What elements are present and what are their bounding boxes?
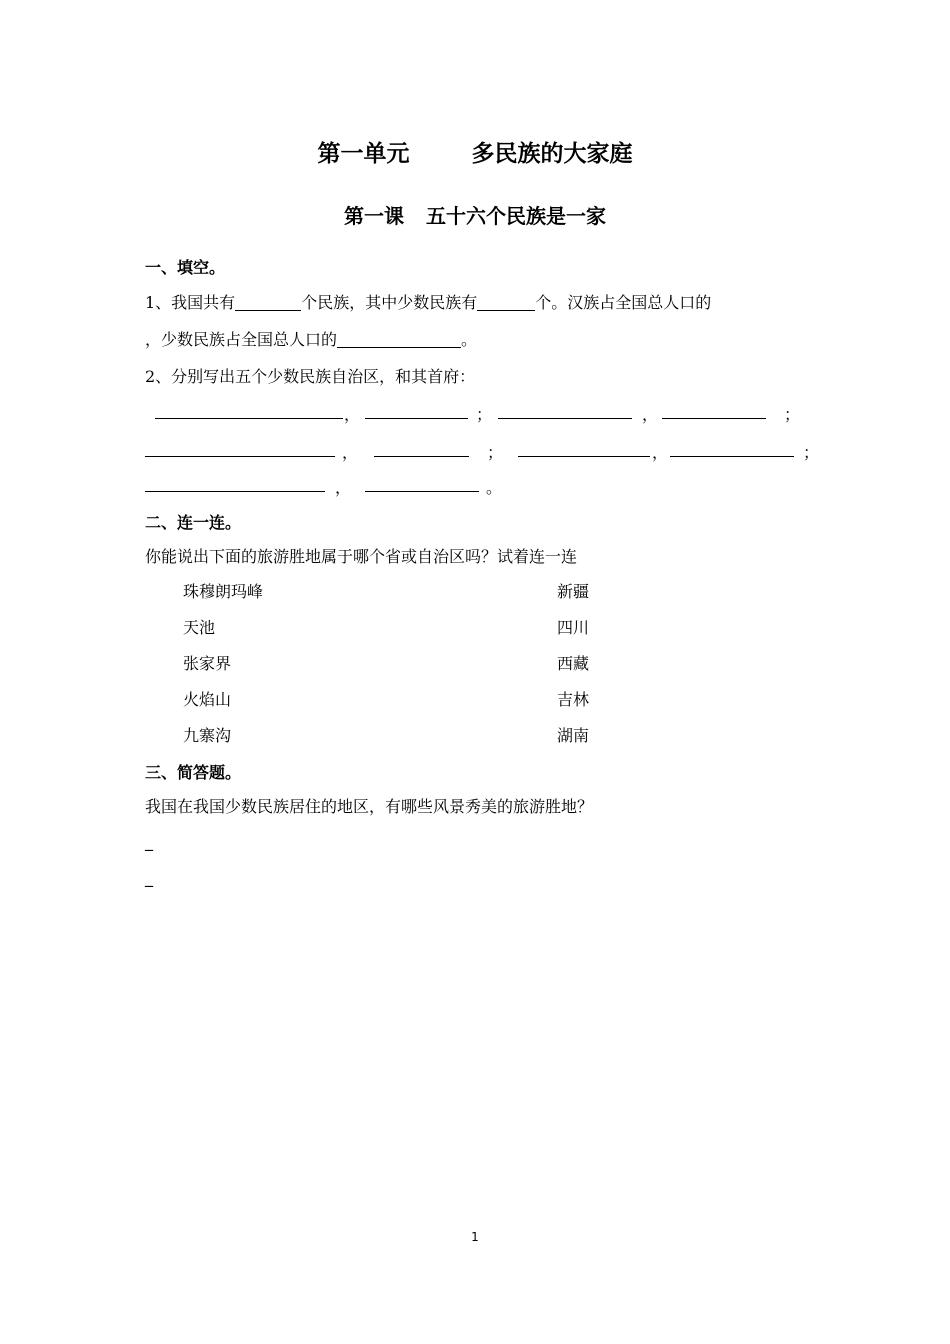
section-short-answer-title: 三、简答题。 xyxy=(145,763,242,782)
scenic-spot[interactable]: 张家界 xyxy=(183,654,232,673)
short-answer-question: 我国在我国少数民族居住的地区，有哪些风景秀美的旅游胜地？ xyxy=(145,797,594,816)
province[interactable]: 西藏 xyxy=(557,654,590,673)
q1-text-a: 1、我国共有 xyxy=(145,293,236,312)
scenic-spot[interactable]: 珠穆朗玛峰 xyxy=(183,582,264,601)
comma: ， xyxy=(344,405,361,424)
province[interactable]: 新疆 xyxy=(557,582,590,601)
section-matching-title: 二、连一连。 xyxy=(145,513,242,532)
lesson-title xyxy=(0,200,950,229)
scenic-spot[interactable]: 火焰山 xyxy=(183,690,232,709)
page-number: 1 xyxy=(471,1230,479,1244)
capital-blank-5[interactable] xyxy=(365,475,479,492)
unit-title xyxy=(0,135,950,168)
semicolon: ； xyxy=(784,405,801,424)
lesson-theme: 五十六个民族是一家 xyxy=(426,204,606,228)
capital-blank-4[interactable] xyxy=(670,440,794,457)
comma: ， xyxy=(642,405,659,424)
region-blank-2[interactable] xyxy=(498,402,632,419)
answer-line[interactable]: _ xyxy=(145,832,153,851)
q1-blank-total[interactable] xyxy=(235,294,301,311)
capital-blank-1[interactable] xyxy=(365,402,468,419)
q1-blank-percent[interactable] xyxy=(337,331,461,348)
question-1-line-2 xyxy=(145,327,477,350)
period: 。 xyxy=(486,478,503,497)
comma: ， xyxy=(652,443,669,462)
province[interactable]: 四川 xyxy=(557,618,590,637)
q1-text-d: ，少数民族占全国总人口的 xyxy=(145,330,338,349)
region-blank-1[interactable] xyxy=(155,402,343,419)
capital-blank-3[interactable] xyxy=(374,440,469,457)
matching-prompt: 你能说出下面的旅游胜地属于哪个省或自治区吗？试着连一连 xyxy=(145,547,578,566)
comma: ， xyxy=(335,478,352,497)
unit-theme: 多民族的大家庭 xyxy=(471,140,633,167)
scenic-spot[interactable]: 天池 xyxy=(183,618,216,637)
comma: ， xyxy=(342,443,359,462)
region-blank-4[interactable] xyxy=(518,440,650,457)
section-fill-in-title: 一、填空。 xyxy=(145,258,226,277)
question-1-line-1 xyxy=(145,290,711,313)
answer-line[interactable]: _ xyxy=(145,868,153,887)
region-blank-3[interactable] xyxy=(145,440,335,457)
q1-text-b: 个民族，其中少数民族有 xyxy=(301,293,478,312)
q1-blank-minority[interactable] xyxy=(477,294,535,311)
region-blank-5[interactable] xyxy=(145,475,325,492)
unit-label: 第一单元 xyxy=(317,140,410,167)
semicolon: ； xyxy=(803,443,820,462)
capital-blank-2[interactable] xyxy=(662,402,766,419)
question-2: 2、分别写出五个少数民族自治区，和其首府： xyxy=(145,367,476,386)
scenic-spot[interactable]: 九寨沟 xyxy=(183,726,232,745)
q1-text-c: 个。汉族占全国总人口的 xyxy=(535,293,712,312)
semicolon: ； xyxy=(487,443,504,462)
province[interactable]: 湖南 xyxy=(557,726,590,745)
lesson-label: 第一课 xyxy=(344,204,404,228)
q1-text-e: 。 xyxy=(461,330,478,349)
province[interactable]: 吉林 xyxy=(557,690,590,709)
semicolon: ； xyxy=(476,405,493,424)
